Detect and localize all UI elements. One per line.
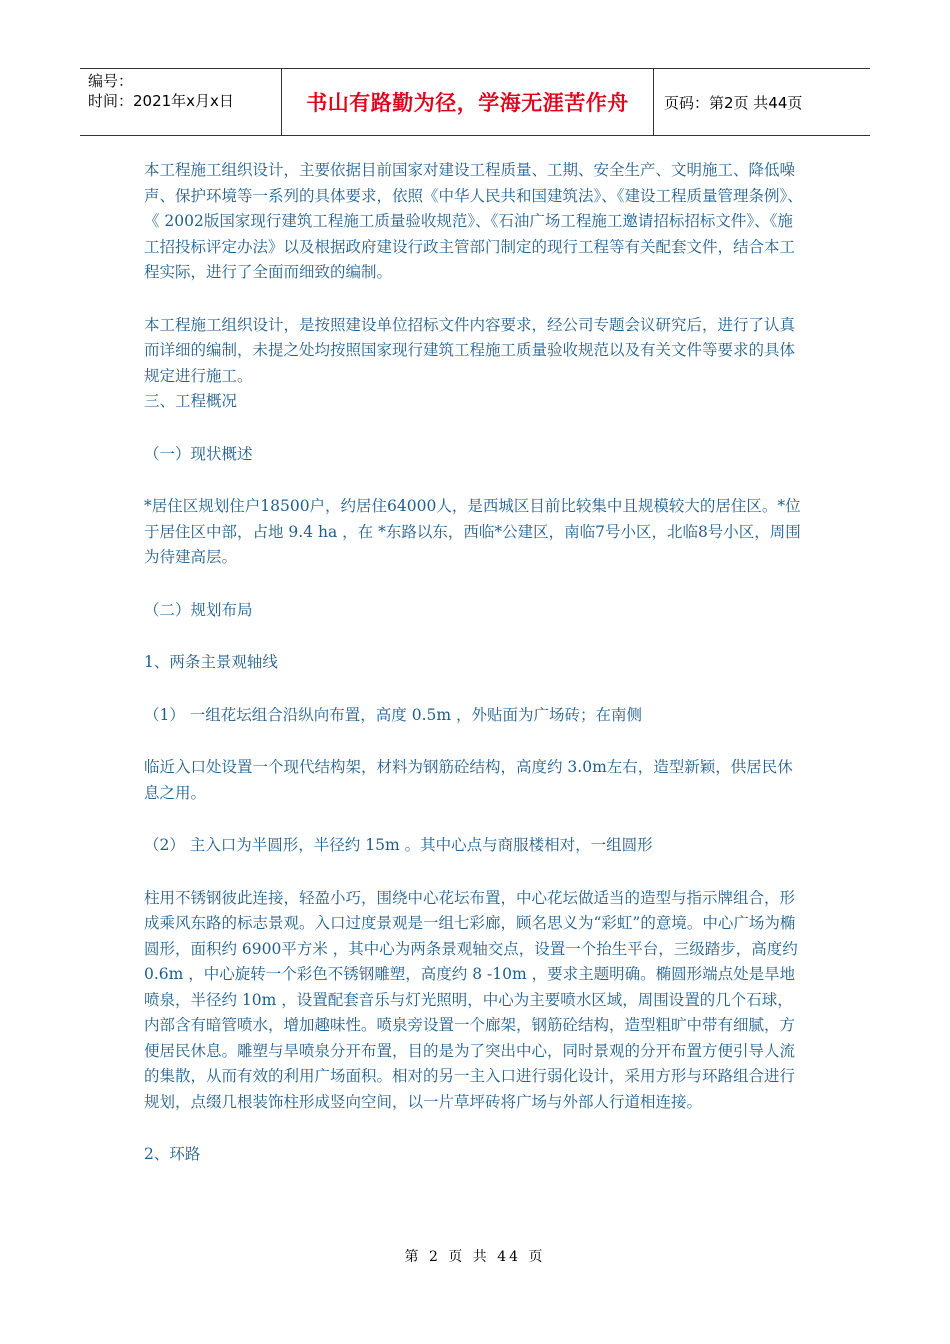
list-item-ring-road: 2、环路 [144, 1145, 201, 1163]
paragraph-compilation: 本工程施工组织设计，是按照建设单位招标文件内容要求，经公司专题会议研究后，进行了认真而详细的编制，未提之处均按照国家现行建筑工程施工质量验收规范以及有关文件等要求的具体规定进行施工。 [144, 315, 796, 385]
paragraph-central-plaza: 柱用不锈钢彼此连接，轻盈小巧，围绕中心花坛布置，中心花坛做适当的造型与指示牌组合，形成乘风东路的标志景观。入口过度景观是一组七彩廊，顾名思义为“彩虹”的意境。中心广场为椭圆形，面积约 6900平方米 ，其中心为两条景观轴交点，设置一个抬生平台，三级踏步，高度约 0.6m ，中心旋转一个彩色不锈钢雕塑，高度约 8 -10m ，要求主题明确。椭圆形端点处是旱地喷泉，半径约 10m ，设置配套音乐与灯光照明，中心为主要喷水区域，周围设置的几个石球，内部含有暗管喷水，增加趣味性。喷泉旁设置一个廊架，钢筋砼结构，造型粗旷中带有细腻，方便居民休息。雕塑与旱喷泉分开布置，目的是为了突出中心，同时景观的分开布置方便引导人流的集散，从而有效的利用广场面积。相对的另一主入口进行弱化设计，采用方形与环路组合进行规划，点缀几根装饰柱形成竖向空间，以一片草坪砖将广场与外部人行道相连接。 [144, 888, 798, 1111]
subsection-heading-status: （一）现状概述 [144, 444, 253, 463]
page-header [80, 68, 870, 136]
subsection-heading-layout: （二）规划布局 [144, 600, 253, 619]
list-item-flowerbeds: （1） 一组花坛组合沿纵向布置，高度 0.5m ，外贴面为广场砖；在南侧 [144, 705, 642, 724]
list-item-landscape-axes: 1、两条主景观轴线 [144, 653, 278, 671]
serial-label: 编号： [88, 72, 134, 90]
paragraph-status: *居住区规划住户18500户，约居住64000人，是西城区目前比较集中且规模较大的居住区。*位于居住区中部，占地 9.4 ha ，在 *东路以东，西临*公建区，南临7号小区，北临8号小区，周围为待建高层。 [144, 497, 801, 566]
header-motto: 书山有路勤为径，学海无涯苦作舟 [282, 69, 654, 135]
date-line: 时间：2021年x月x日 [88, 92, 234, 110]
document-body [144, 158, 808, 1168]
page-footer: 第 2 页 共 44 页 [404, 1249, 546, 1265]
header-meta-cell [80, 69, 282, 135]
section-heading-project-overview: 三、工程概况 [144, 392, 238, 410]
paragraph-basis: 本工程施工组织设计，主要依据目前国家对建设工程质量、工期、安全生产、文明施工、降低噪声、保护环境等一系列的具体要求，依照《中华人民共和国建筑法》、《建设工程质量管理条例》、《 2002版国家现行建筑工程施工质量验收规范》、《石油广场工程施工邀请招标招标文件》、《施工招投标评定办法》以及根据政府建设行政主管部门制定的现行工程等有关配套文件，结合本工程实际，进行了全面而细致的编制。 [144, 161, 803, 281]
paragraph-structure: 临近入口处设置一个现代结构架，材料为钢筋砼结构，高度约 3.0m左右，造型新颖，供居民休息之用。 [144, 758, 793, 802]
list-item-main-entrance: （2） 主入口为半圆形，半径约 15m 。其中心点与商服楼相对，一组圆形 [144, 836, 653, 854]
header-page-info: 页码：第2页 共44页 [664, 93, 803, 112]
